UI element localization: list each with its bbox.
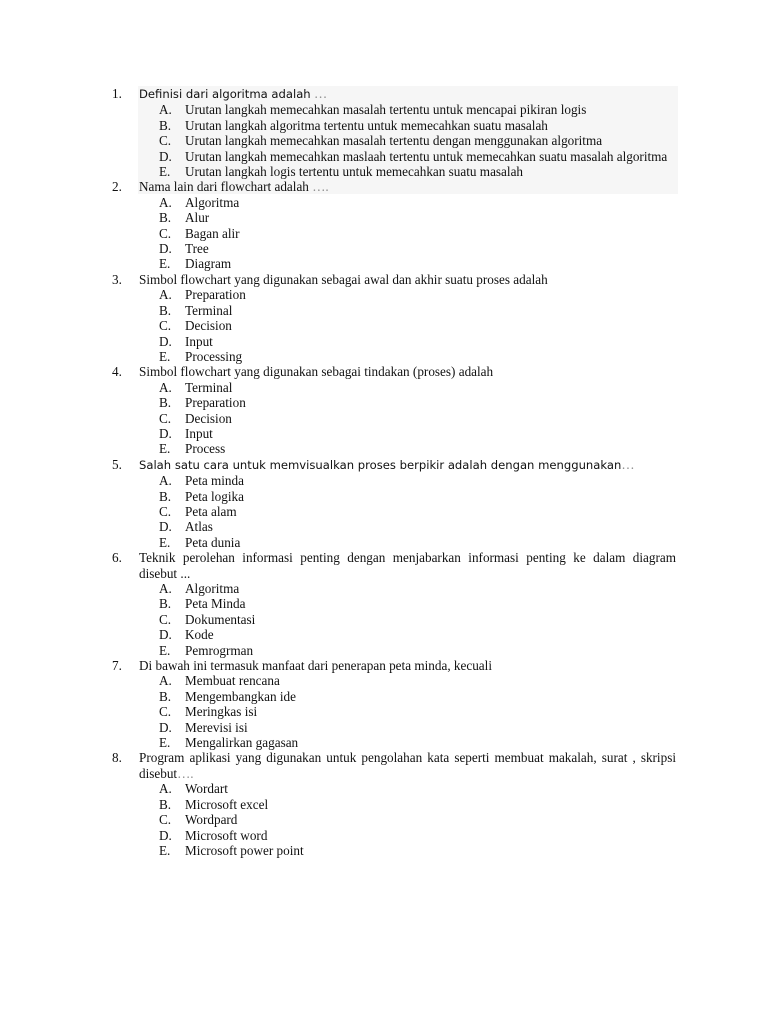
- option-text: Microsoft word: [185, 827, 268, 843]
- option-text: Tree: [185, 241, 209, 257]
- option-b: [159, 118, 676, 133]
- option-letter: D.: [159, 241, 172, 257]
- question-number: 1.: [112, 86, 122, 101]
- question-text-main: Nama lain dari flowchart adalah: [139, 179, 309, 195]
- question-7: [112, 658, 676, 750]
- option-e: [159, 643, 676, 658]
- question-ellipsis: …: [621, 456, 635, 472]
- option-list: [159, 473, 676, 550]
- option-text: Meringkas isi: [185, 704, 258, 720]
- question-4: [112, 364, 676, 456]
- option-text: Process: [185, 441, 226, 457]
- option-text: Peta alam: [185, 503, 237, 519]
- option-letter: D.: [159, 425, 172, 441]
- option-letter: C.: [159, 133, 172, 149]
- option-letter: B.: [159, 488, 172, 504]
- option-letter: A.: [159, 379, 172, 395]
- option-letter: A.: [159, 473, 172, 489]
- question-text-main: Salah satu cara untuk memvisualkan proses berpikir adalah dengan menggunakan: [139, 457, 622, 472]
- option-letter: A.: [159, 194, 172, 210]
- option-c: [159, 226, 676, 241]
- option-letter: D.: [159, 519, 172, 535]
- option-letter: A.: [159, 581, 172, 596]
- option-text: Atlas: [185, 519, 213, 535]
- option-e: [159, 735, 676, 750]
- option-d: [159, 241, 676, 256]
- option-a: [159, 781, 676, 796]
- option-text: Pemrogrman: [185, 642, 254, 658]
- option-b: [159, 596, 676, 611]
- option-c: [159, 318, 676, 333]
- option-text: Urutan langkah memecahkan masalah tertentu untuk mencapai pikiran logis: [185, 102, 587, 118]
- option-text: Urutan langkah memecahkan masalah tertentu dengan menggunakan algoritma: [185, 133, 603, 149]
- question-8: [112, 750, 676, 858]
- option-letter: A.: [159, 673, 172, 689]
- option-letter: E.: [159, 842, 171, 858]
- option-text: Decision: [185, 318, 232, 334]
- option-letter: D.: [159, 333, 172, 349]
- option-text: Diagram: [185, 256, 232, 272]
- option-letter: E.: [159, 441, 171, 457]
- option-letter: E.: [159, 642, 171, 658]
- option-text: Microsoft excel: [185, 796, 269, 812]
- option-text: Peta Minda: [185, 596, 246, 612]
- question-text: [139, 750, 676, 781]
- question-line: [112, 86, 676, 102]
- option-list: [159, 195, 676, 272]
- option-letter: E.: [159, 256, 171, 272]
- question-text: [139, 658, 676, 673]
- option-letter: B.: [159, 117, 172, 133]
- option-d: [159, 828, 676, 843]
- option-letter: A.: [159, 102, 172, 118]
- option-c: [159, 504, 676, 519]
- option-c: [159, 411, 676, 426]
- question-line: [112, 658, 676, 673]
- option-e: [159, 441, 676, 456]
- question-text: [139, 179, 676, 194]
- option-text: Peta dunia: [185, 534, 241, 550]
- option-text: Algoritma: [185, 194, 240, 210]
- question-ellipsis: ….: [177, 765, 194, 781]
- question-2: [112, 179, 676, 271]
- question-text: [139, 364, 676, 379]
- option-letter: D.: [159, 148, 172, 164]
- option-letter: B.: [159, 395, 172, 411]
- option-letter: B.: [159, 302, 172, 318]
- option-b: [159, 303, 676, 318]
- question-ellipsis: ….: [308, 179, 329, 195]
- option-text: Urutan langkah algoritma tertentu untuk memecahkan suatu masalah: [185, 117, 548, 133]
- option-text: Membuat rencana: [185, 673, 280, 689]
- question-line: [112, 750, 676, 781]
- option-a: [159, 195, 676, 210]
- option-text: Input: [185, 425, 213, 441]
- option-letter: C.: [159, 812, 172, 828]
- option-text: Terminal: [185, 302, 233, 318]
- option-text: Algoritma: [185, 581, 240, 596]
- question-text-main: Program aplikasi yang digunakan untuk pengolahan kata seperti membuat makalah, surat , skripsi disebut: [139, 750, 676, 781]
- question-line: [112, 364, 676, 379]
- question-text-main: Di bawah ini termasuk manfaat dari penerapan peta minda, kecuali: [139, 658, 492, 674]
- option-text: Processing: [185, 348, 243, 364]
- option-list: [159, 380, 676, 457]
- option-a: [159, 380, 676, 395]
- option-b: [159, 489, 676, 504]
- option-text: Peta minda: [185, 473, 244, 489]
- option-text: Preparation: [185, 395, 246, 411]
- option-text: Bagan alir: [185, 225, 240, 241]
- option-letter: D.: [159, 627, 172, 643]
- option-letter: D.: [159, 827, 172, 843]
- option-e: [159, 349, 676, 364]
- option-list: [159, 781, 676, 858]
- option-a: [159, 581, 676, 596]
- option-letter: E.: [159, 534, 171, 550]
- option-d: [159, 334, 676, 349]
- option-c: [159, 612, 676, 627]
- question-text-main: Definisi dari algoritma adalah: [139, 87, 311, 101]
- option-list: [159, 581, 676, 658]
- quiz-list: [112, 86, 676, 858]
- option-letter: C.: [159, 225, 172, 241]
- option-a: [159, 673, 676, 688]
- option-letter: A.: [159, 781, 172, 797]
- option-e: [159, 535, 676, 550]
- question-text: [139, 272, 676, 287]
- option-text: Kode: [185, 627, 214, 643]
- option-d: [159, 627, 676, 642]
- option-text: Peta logika: [185, 488, 244, 504]
- question-line: [112, 179, 676, 194]
- question-text-main: Simbol flowchart yang digunakan sebagai tindakan (proses) adalah: [139, 364, 494, 380]
- question-number: 8.: [112, 750, 122, 766]
- option-text: Microsoft power point: [185, 842, 304, 858]
- option-text: Wordpard: [185, 812, 238, 828]
- question-text-main: Teknik perolehan informasi penting dengan menjabarkan informasi penting ke dalam diagram disebut ...: [139, 550, 676, 581]
- option-letter: E.: [159, 348, 171, 364]
- option-text: Preparation: [185, 287, 246, 303]
- question-5: [112, 457, 676, 550]
- option-text: Urutan langkah memecahkan maslaah tertentu untuk memecahkan suatu masalah algoritma: [185, 148, 668, 164]
- option-letter: C.: [159, 318, 172, 334]
- question-text-main: Simbol flowchart yang digunakan sebagai awal dan akhir suatu proses adalah: [139, 271, 548, 287]
- option-letter: E.: [159, 164, 171, 180]
- question-number: 2.: [112, 179, 122, 195]
- option-a: [159, 287, 676, 302]
- option-b: [159, 210, 676, 225]
- option-text: Urutan langkah logis tertentu untuk memecahkan suatu masalah: [185, 164, 524, 180]
- option-d: [159, 720, 676, 735]
- option-b: [159, 797, 676, 812]
- option-letter: B.: [159, 688, 172, 704]
- question-6: [112, 550, 676, 658]
- option-c: [159, 812, 676, 827]
- option-letter: B.: [159, 596, 172, 612]
- option-e: [159, 164, 676, 179]
- option-e: [159, 843, 676, 858]
- option-list: [159, 287, 676, 364]
- question-text: [139, 86, 676, 102]
- option-d: [159, 519, 676, 534]
- option-text: Mengembangkan ide: [185, 688, 296, 704]
- question-number: 3.: [112, 271, 122, 287]
- question-line: [112, 457, 676, 473]
- question-number: 4.: [112, 364, 122, 380]
- question-number: 5.: [112, 456, 122, 472]
- question-line: [112, 272, 676, 287]
- option-text: Terminal: [185, 379, 233, 395]
- option-text: Merevisi isi: [185, 719, 248, 735]
- question-ellipsis: …: [310, 86, 328, 101]
- question-number: 7.: [112, 658, 122, 674]
- option-text: Decision: [185, 410, 232, 426]
- option-d: [159, 149, 676, 164]
- option-text: Wordart: [185, 781, 228, 797]
- option-d: [159, 426, 676, 441]
- question-1: [112, 86, 676, 179]
- option-b: [159, 689, 676, 704]
- option-letter: B.: [159, 796, 172, 812]
- option-letter: C.: [159, 410, 172, 426]
- option-list: [159, 102, 676, 179]
- option-letter: C.: [159, 611, 172, 627]
- option-b: [159, 395, 676, 410]
- option-c: [159, 704, 676, 719]
- option-c: [159, 133, 676, 148]
- option-letter: E.: [159, 735, 171, 751]
- question-number: 6.: [112, 550, 122, 566]
- option-letter: A.: [159, 287, 172, 303]
- option-letter: C.: [159, 704, 172, 720]
- option-a: [159, 102, 676, 117]
- question-text: [139, 457, 676, 473]
- question-3: [112, 272, 676, 364]
- option-text: Alur: [185, 210, 210, 226]
- option-letter: D.: [159, 719, 172, 735]
- option-text: Input: [185, 333, 213, 349]
- option-text: Mengalirkan gagasan: [185, 735, 299, 751]
- option-a: [159, 473, 676, 488]
- option-text: Dokumentasi: [185, 611, 256, 627]
- option-letter: B.: [159, 210, 172, 226]
- option-e: [159, 256, 676, 271]
- question-text: [139, 550, 676, 581]
- question-line: [112, 550, 676, 581]
- option-letter: C.: [159, 503, 172, 519]
- option-list: [159, 673, 676, 750]
